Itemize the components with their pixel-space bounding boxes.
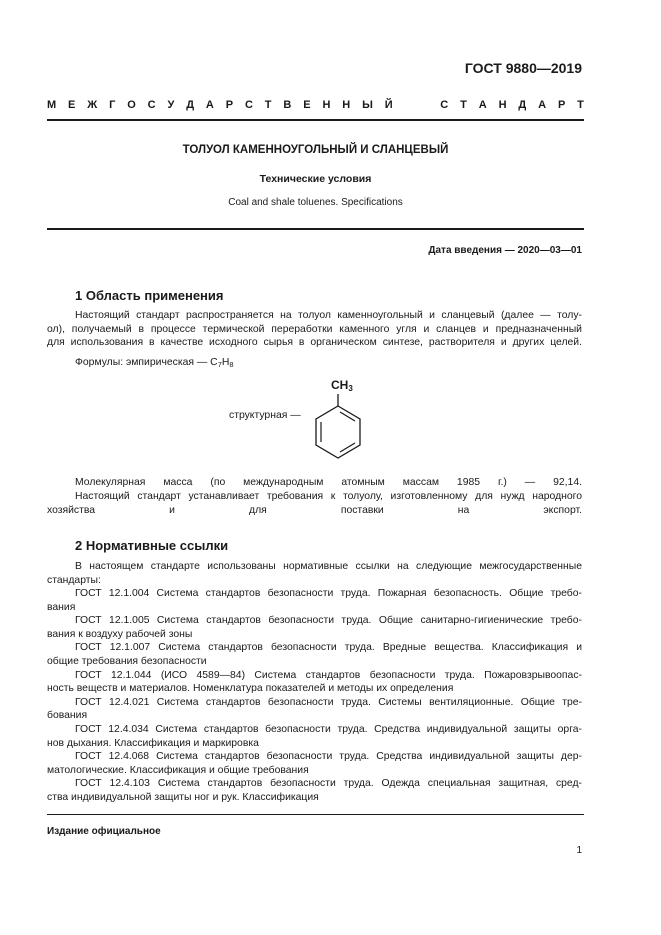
reference-item bbox=[47, 696, 582, 723]
empirical-formula bbox=[75, 356, 234, 372]
banner-letter: Г bbox=[109, 99, 116, 111]
footer-rule bbox=[47, 814, 584, 815]
reference-line: общие требования безопасности bbox=[47, 655, 207, 667]
banner-letter: С bbox=[440, 99, 449, 111]
text-line: для использования в качестве исходного сырья в органическом синтезе, растворителя и других целей. bbox=[47, 337, 582, 349]
document-subtitle: Технические условия bbox=[259, 173, 372, 185]
banner-letter: Е bbox=[303, 99, 311, 111]
banner-letter: Р bbox=[225, 99, 234, 111]
section-1-paragraph-1 bbox=[47, 309, 582, 350]
toluene-structure-diagram bbox=[305, 392, 371, 466]
banner-letter: М bbox=[47, 99, 57, 111]
banner-letter: Н bbox=[342, 99, 351, 111]
formula-prefix: Формулы: эмпирическая — C bbox=[75, 357, 218, 368]
banner-letter: А bbox=[538, 99, 547, 111]
reference-item bbox=[47, 641, 582, 668]
title-bottom-rule bbox=[47, 228, 584, 230]
introduction-date: Дата введения — 2020—03—01 bbox=[428, 245, 582, 256]
banner-letter: Е bbox=[68, 99, 76, 111]
reference-line: ГОСТ 12.4.034 Система стандартов безопасности труда. Средства индивидуальной защиты орга- bbox=[75, 723, 582, 735]
section-2-heading: 2 Нормативные ссылки bbox=[75, 538, 229, 553]
banner-letter bbox=[405, 99, 411, 111]
top-rule bbox=[47, 119, 584, 121]
banner-letter: С bbox=[244, 99, 253, 111]
banner-letter bbox=[422, 99, 428, 111]
reference-line: ства индивидуальной защиты ног и рук. Классификация bbox=[47, 791, 319, 803]
banner-letter: Д bbox=[186, 99, 195, 111]
text-line: хозяйства и для поставки на экспорт. bbox=[47, 504, 582, 516]
interstate-standard-banner bbox=[47, 99, 584, 111]
reference-line: ГОСТ 12.1.004 Система стандартов безопасности труда. Пожарная безопасность. Общие требо- bbox=[75, 588, 582, 599]
banner-letter: Ж bbox=[87, 99, 98, 111]
molar-mass-paragraph bbox=[47, 476, 582, 490]
reference-item bbox=[47, 614, 582, 641]
section-2-intro bbox=[47, 560, 582, 587]
reference-item bbox=[47, 750, 582, 777]
ch-text: CH bbox=[331, 378, 349, 392]
document-code: ГОСТ 9880—2019 bbox=[464, 60, 582, 76]
banner-letter: У bbox=[167, 99, 175, 111]
structural-formula-label: структурная — bbox=[229, 410, 301, 421]
text-line: Молекулярная масса (по международным атомным массам 1985 г.) — 92,14. bbox=[75, 477, 582, 488]
banner-letter: Д bbox=[518, 99, 527, 111]
text-line: Настоящий стандарт устанавливает требования к толуолу, изготовленному для нужд народного bbox=[75, 491, 582, 502]
banner-letter: Т bbox=[460, 99, 467, 111]
banner-letter: Т bbox=[264, 99, 272, 111]
benzene-ring bbox=[316, 406, 360, 458]
reference-line: вания bbox=[47, 601, 76, 613]
banner-letter: Р bbox=[557, 99, 566, 111]
reference-line: ГОСТ 12.1.005 Система стандартов безопасности труда. Общие санитарно-гигиенические требо- bbox=[75, 615, 582, 627]
reference-line: ГОСТ 12.1.007 Система стандартов безопасности труда. Вредные вещества. Классификация и bbox=[75, 642, 582, 654]
formula-c-subscript: 7 bbox=[217, 360, 222, 369]
ch3-subscript: 3 bbox=[348, 384, 353, 393]
banner-letter: Ы bbox=[362, 99, 373, 111]
reference-item bbox=[47, 669, 582, 696]
reference-line: ГОСТ 12.4.103 Система стандартов безопасности труда. Одежда специальная защитная, сред- bbox=[75, 778, 582, 790]
banner-letter: О bbox=[127, 99, 136, 111]
reference-line: ГОСТ 12.4.068 Система стандартов безопасности труда. Средства индивидуальной защиты дер- bbox=[75, 751, 582, 763]
text-line: Настоящий стандарт распространяется на толуол каменноугольный и сланцевый (далее — толу- bbox=[75, 310, 582, 321]
banner-letter: Й bbox=[384, 99, 393, 111]
reference-line: ГОСТ 12.4.021 Система стандартов безопасности труда. Системы вентиляционные. Общие тре- bbox=[75, 696, 582, 708]
banner-letter: Н bbox=[498, 99, 507, 111]
text-line: ол), получаемый в процессе термической переработки каменного угля и сланцев и предназначенный bbox=[47, 323, 582, 335]
reference-line: ГОСТ 12.1.044 (ИСО 4589—84) Система стандартов безопасности труда. Пожаровзрывоопас- bbox=[75, 669, 582, 681]
document-title: ТОЛУОЛ КАМЕННОУГОЛЬНЫЙ И СЛАНЦЕВЫЙ bbox=[182, 144, 449, 156]
document-title-english: Coal and shale toluenes. Specifications bbox=[228, 197, 403, 208]
reference-line: матологические. Классификация и общие требования bbox=[47, 764, 309, 776]
banner-letter: А bbox=[478, 99, 487, 111]
page-number: 1 bbox=[576, 845, 582, 856]
normative-references-list bbox=[47, 587, 582, 805]
reference-item bbox=[47, 723, 582, 750]
banner-letter: Т bbox=[577, 99, 584, 111]
text-line: стандарты: bbox=[47, 574, 101, 586]
reference-item bbox=[47, 777, 582, 804]
formula-h-subscript: 8 bbox=[229, 360, 234, 369]
section-1-heading: 1 Область применения bbox=[75, 288, 224, 303]
official-edition-label: Издание официальное bbox=[47, 826, 161, 837]
reference-line: нов дыхания. Классификация и маркировка bbox=[47, 737, 259, 749]
banner-letter: С bbox=[147, 99, 156, 111]
double-bond bbox=[340, 412, 355, 421]
banner-letter: В bbox=[283, 99, 292, 111]
double-bond bbox=[340, 443, 355, 452]
formula-h: H bbox=[221, 357, 230, 368]
banner-letter: А bbox=[205, 99, 214, 111]
banner-letter: Н bbox=[322, 99, 331, 111]
section-1-paragraph-2 bbox=[47, 490, 582, 517]
reference-line: вания к воздуху рабочей зоны bbox=[47, 628, 193, 640]
reference-line: бования bbox=[47, 710, 88, 722]
reference-line: ность веществ и материалов. Номенклатура показателей и методы их определения bbox=[47, 683, 454, 695]
methyl-group-label bbox=[331, 378, 353, 393]
text-line: В настоящем стандарте использованы нормативные ссылки на следующие межгосударственные bbox=[75, 561, 582, 572]
reference-item bbox=[47, 587, 582, 614]
